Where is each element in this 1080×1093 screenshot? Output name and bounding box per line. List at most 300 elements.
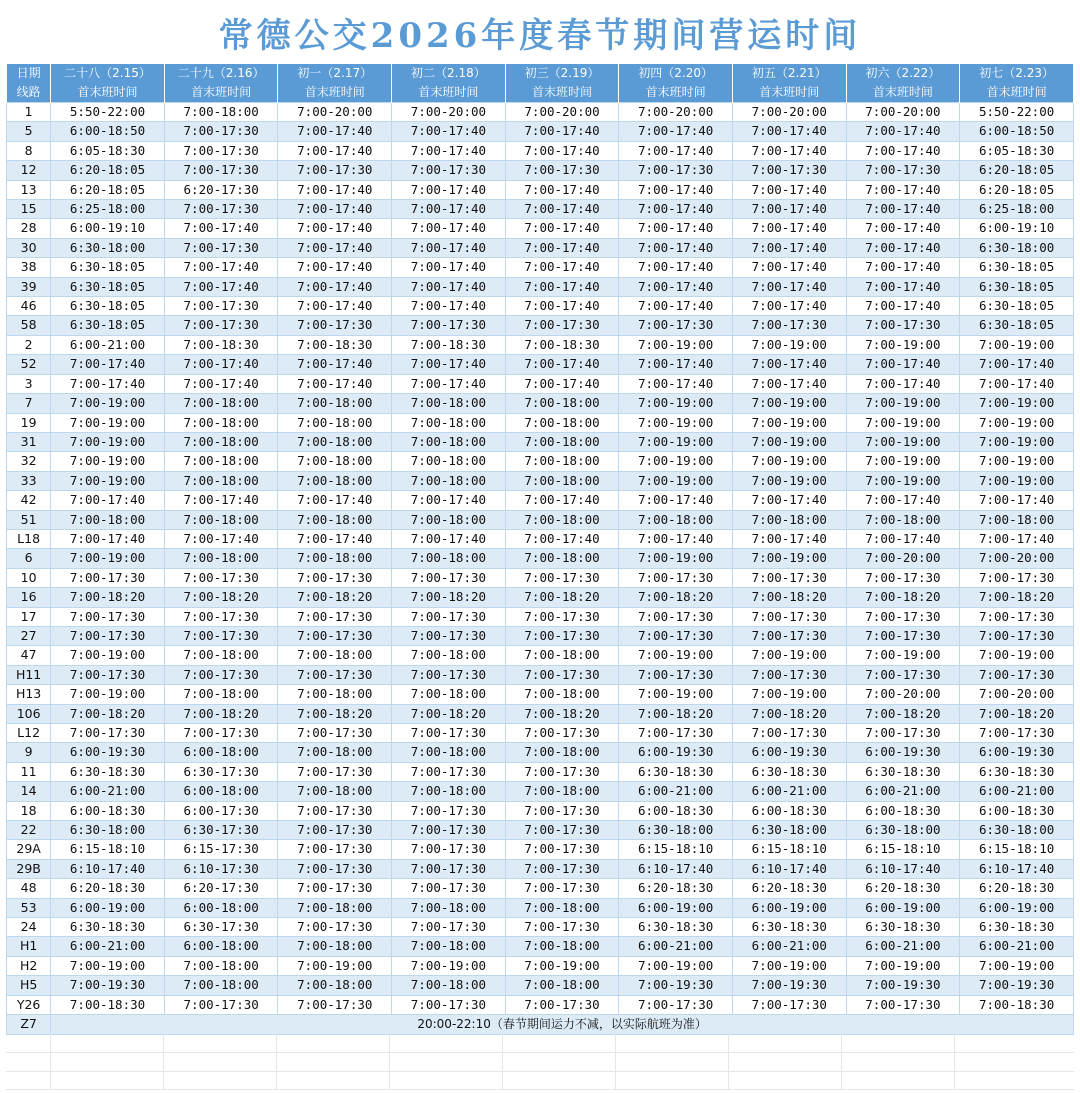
- service-hours-cell: 7:00-19:00: [846, 413, 960, 432]
- table-row: [7, 782, 1074, 801]
- table-row: [7, 161, 1074, 180]
- service-hours-cell: 6:30-18:30: [619, 762, 733, 781]
- service-hours-cell: 7:00-17:40: [51, 374, 165, 393]
- grid-line: [163, 1033, 164, 1090]
- service-hours-cell: 7:00-17:40: [164, 258, 278, 277]
- service-hours-cell: 6:00-19:00: [619, 898, 733, 917]
- route-number: 33: [7, 471, 51, 490]
- service-hours-cell: 7:00-17:30: [392, 568, 506, 587]
- service-hours-cell: 7:00-17:30: [505, 161, 619, 180]
- service-hours-cell: 7:00-17:30: [732, 607, 846, 626]
- route-number: 8: [7, 141, 51, 160]
- service-hours-cell: 7:00-17:30: [505, 626, 619, 645]
- service-hours-cell: 7:00-17:40: [392, 219, 506, 238]
- route-number: Z7: [7, 1015, 51, 1034]
- service-hours-cell: 6:20-18:30: [960, 879, 1074, 898]
- service-hours-cell: 7:00-17:40: [392, 277, 506, 296]
- service-hours-cell: 7:00-18:00: [505, 394, 619, 413]
- service-hours-cell: 6:00-19:10: [51, 219, 165, 238]
- service-hours-cell: 6:30-18:05: [960, 258, 1074, 277]
- table-row-z7: [7, 1015, 1074, 1034]
- service-hours-cell: 7:00-17:40: [392, 141, 506, 160]
- service-hours-cell: 7:00-18:20: [732, 588, 846, 607]
- table-row: [7, 898, 1074, 917]
- day-subheader: 首末班时间: [960, 83, 1074, 103]
- table-row: [7, 394, 1074, 413]
- service-hours-cell: 7:00-17:30: [164, 200, 278, 219]
- service-hours-cell: 7:00-17:40: [619, 238, 733, 257]
- service-hours-cell: 6:05-18:30: [51, 141, 165, 160]
- service-hours-cell: 7:00-19:00: [51, 685, 165, 704]
- table-row: [7, 918, 1074, 937]
- service-hours-cell: 7:00-18:00: [732, 510, 846, 529]
- service-hours-cell: 7:00-18:00: [278, 394, 392, 413]
- route-number: 53: [7, 898, 51, 917]
- service-hours-cell: 7:00-17:40: [732, 297, 846, 316]
- service-hours-cell: 7:00-19:00: [960, 956, 1074, 975]
- service-hours-cell: 6:30-17:30: [164, 918, 278, 937]
- service-hours-cell: 7:00-18:00: [164, 956, 278, 975]
- service-hours-cell: 7:00-17:40: [732, 529, 846, 548]
- service-hours-cell: 7:00-17:40: [164, 355, 278, 374]
- grid-line: [6, 1089, 1074, 1090]
- service-hours-cell: 6:10-17:40: [732, 859, 846, 878]
- service-hours-cell: 7:00-18:00: [278, 510, 392, 529]
- service-hours-cell: 7:00-17:30: [619, 161, 733, 180]
- table-row: [7, 549, 1074, 568]
- service-hours-cell: 7:00-17:40: [960, 374, 1074, 393]
- service-hours-cell: 7:00-17:40: [278, 238, 392, 257]
- service-hours-cell: 7:00-18:00: [392, 937, 506, 956]
- service-hours-cell: 7:00-17:40: [619, 258, 733, 277]
- service-hours-cell: 6:20-18:30: [732, 879, 846, 898]
- service-hours-cell: 7:00-17:40: [846, 374, 960, 393]
- table-body: [7, 103, 1074, 1035]
- service-hours-cell: 7:00-17:30: [164, 995, 278, 1014]
- service-hours-cell: 6:00-21:00: [732, 782, 846, 801]
- service-hours-cell: 7:00-18:20: [51, 588, 165, 607]
- route-number: 42: [7, 491, 51, 510]
- route-number: 13: [7, 180, 51, 199]
- service-hours-cell: 7:00-19:30: [619, 976, 733, 995]
- service-hours-cell: 6:00-18:30: [960, 801, 1074, 820]
- service-hours-cell: 7:00-17:30: [846, 665, 960, 684]
- table-row: [7, 374, 1074, 393]
- service-hours-cell: 6:00-21:00: [846, 937, 960, 956]
- service-hours-cell: 6:20-18:05: [960, 161, 1074, 180]
- route-number: 17: [7, 607, 51, 626]
- service-hours-cell: 7:00-17:40: [505, 141, 619, 160]
- service-hours-cell: 6:00-19:30: [732, 743, 846, 762]
- service-hours-cell: 7:00-20:00: [846, 685, 960, 704]
- service-hours-cell: 7:00-18:00: [164, 103, 278, 122]
- z7-note: 20:00-22:10（春节期间运力不减，以实际航班为准）: [51, 1015, 1074, 1034]
- service-hours-cell: 6:00-21:00: [51, 335, 165, 354]
- service-hours-cell: 7:00-19:00: [51, 549, 165, 568]
- service-hours-cell: 7:00-17:40: [505, 355, 619, 374]
- table-row: [7, 491, 1074, 510]
- table-row: [7, 510, 1074, 529]
- service-hours-cell: 7:00-20:00: [846, 103, 960, 122]
- service-hours-cell: 7:00-17:30: [278, 724, 392, 743]
- service-hours-cell: 6:10-17:40: [619, 859, 733, 878]
- service-hours-cell: 6:00-18:30: [846, 801, 960, 820]
- service-hours-cell: 7:00-17:40: [505, 122, 619, 141]
- service-hours-cell: 7:00-17:40: [505, 219, 619, 238]
- service-hours-cell: 7:00-17:40: [392, 238, 506, 257]
- service-hours-cell: 7:00-17:40: [392, 122, 506, 141]
- service-hours-cell: 7:00-20:00: [846, 549, 960, 568]
- service-hours-cell: 7:00-17:30: [164, 626, 278, 645]
- table-row: [7, 219, 1074, 238]
- service-hours-cell: 7:00-17:40: [278, 141, 392, 160]
- service-hours-cell: 7:00-17:40: [278, 529, 392, 548]
- table-row: [7, 976, 1074, 995]
- table-row: [7, 568, 1074, 587]
- service-hours-cell: 7:00-17:40: [505, 491, 619, 510]
- service-hours-cell: 7:00-17:40: [392, 355, 506, 374]
- service-hours-cell: 7:00-20:00: [505, 103, 619, 122]
- day-header: 初五（2.21）: [732, 64, 846, 83]
- service-hours-cell: 7:00-18:00: [278, 413, 392, 432]
- service-hours-cell: 7:00-19:00: [619, 685, 733, 704]
- day-subheader: 首末班时间: [846, 83, 960, 103]
- service-hours-cell: 6:30-18:30: [846, 762, 960, 781]
- service-hours-cell: 7:00-19:00: [505, 956, 619, 975]
- service-hours-cell: 6:00-19:00: [732, 898, 846, 917]
- service-hours-cell: 7:00-17:40: [619, 374, 733, 393]
- service-hours-cell: 7:00-18:00: [392, 452, 506, 471]
- service-hours-cell: 6:00-18:00: [164, 898, 278, 917]
- service-hours-cell: 7:00-20:00: [960, 685, 1074, 704]
- service-hours-cell: 7:00-17:40: [846, 180, 960, 199]
- day-subheader: 首末班时间: [278, 83, 392, 103]
- service-hours-cell: 7:00-17:40: [505, 277, 619, 296]
- service-hours-cell: 7:00-19:00: [732, 471, 846, 490]
- table-row: [7, 724, 1074, 743]
- route-number: H13: [7, 685, 51, 704]
- service-hours-cell: 7:00-17:40: [619, 277, 733, 296]
- service-hours-cell: 7:00-17:30: [392, 821, 506, 840]
- service-hours-cell: 7:00-17:30: [278, 840, 392, 859]
- service-hours-cell: 7:00-19:30: [960, 976, 1074, 995]
- service-hours-cell: 7:00-17:40: [960, 355, 1074, 374]
- grid-line: [6, 1071, 1074, 1072]
- service-hours-cell: 7:00-17:40: [505, 180, 619, 199]
- service-hours-cell: 7:00-18:00: [164, 394, 278, 413]
- table-row: [7, 103, 1074, 122]
- service-hours-cell: 7:00-19:00: [960, 432, 1074, 451]
- service-hours-cell: 7:00-18:20: [960, 704, 1074, 723]
- service-hours-cell: 7:00-17:30: [732, 724, 846, 743]
- service-hours-cell: 6:00-18:00: [164, 782, 278, 801]
- route-number: 58: [7, 316, 51, 335]
- service-hours-cell: 7:00-17:30: [278, 665, 392, 684]
- service-hours-cell: 6:30-18:00: [960, 238, 1074, 257]
- service-hours-cell: 6:30-18:00: [960, 821, 1074, 840]
- service-hours-cell: 7:00-19:00: [619, 646, 733, 665]
- route-number: Y26: [7, 995, 51, 1014]
- service-hours-cell: 6:00-19:00: [846, 898, 960, 917]
- service-hours-cell: 6:15-18:10: [51, 840, 165, 859]
- service-hours-cell: 7:00-17:30: [278, 607, 392, 626]
- service-hours-cell: 7:00-18:20: [619, 588, 733, 607]
- table-row: [7, 665, 1074, 684]
- table-row: [7, 200, 1074, 219]
- service-hours-cell: 7:00-17:40: [164, 374, 278, 393]
- service-hours-cell: 6:00-17:30: [164, 801, 278, 820]
- service-hours-cell: 7:00-17:40: [732, 122, 846, 141]
- route-number: 106: [7, 704, 51, 723]
- table-row: [7, 743, 1074, 762]
- service-hours-cell: 7:00-17:30: [278, 568, 392, 587]
- service-hours-cell: 6:30-18:30: [846, 918, 960, 937]
- service-hours-cell: 6:00-19:30: [846, 743, 960, 762]
- route-number: 2: [7, 335, 51, 354]
- table-row: [7, 335, 1074, 354]
- service-hours-cell: 7:00-18:00: [392, 743, 506, 762]
- service-hours-cell: 7:00-17:30: [392, 316, 506, 335]
- service-hours-cell: 7:00-19:00: [960, 452, 1074, 471]
- table-row: [7, 471, 1074, 490]
- service-hours-cell: 7:00-17:40: [505, 297, 619, 316]
- grid-line: [276, 1033, 277, 1090]
- route-number: 27: [7, 626, 51, 645]
- service-hours-cell: 6:10-17:40: [960, 859, 1074, 878]
- route-number: 11: [7, 762, 51, 781]
- table-row: [7, 801, 1074, 820]
- service-hours-cell: 7:00-17:30: [392, 918, 506, 937]
- day-header: 初二（2.18）: [392, 64, 506, 83]
- service-hours-cell: 7:00-17:40: [278, 180, 392, 199]
- corner-date-label: 日期: [7, 64, 51, 83]
- service-hours-cell: 7:00-17:30: [960, 665, 1074, 684]
- service-hours-cell: 7:00-17:40: [846, 141, 960, 160]
- service-hours-cell: 7:00-17:40: [51, 355, 165, 374]
- service-hours-cell: 7:00-20:00: [732, 103, 846, 122]
- service-hours-cell: 7:00-18:00: [392, 976, 506, 995]
- service-hours-cell: 7:00-17:30: [51, 607, 165, 626]
- table-row: [7, 588, 1074, 607]
- service-hours-cell: 7:00-18:00: [164, 685, 278, 704]
- service-hours-cell: 7:00-17:30: [619, 626, 733, 645]
- service-hours-cell: 7:00-17:40: [846, 238, 960, 257]
- service-hours-cell: 7:00-17:30: [505, 724, 619, 743]
- service-hours-cell: 6:30-18:30: [51, 762, 165, 781]
- service-hours-cell: 7:00-17:40: [846, 258, 960, 277]
- service-hours-cell: 6:20-18:05: [960, 180, 1074, 199]
- service-hours-cell: 6:30-17:30: [164, 821, 278, 840]
- service-hours-cell: 7:00-17:30: [278, 161, 392, 180]
- day-subheader: 首末班时间: [505, 83, 619, 103]
- service-hours-cell: 7:00-17:30: [164, 141, 278, 160]
- service-hours-cell: 6:25-18:00: [51, 200, 165, 219]
- service-hours-cell: 7:00-19:00: [619, 471, 733, 490]
- service-hours-cell: 7:00-17:30: [278, 879, 392, 898]
- service-hours-cell: 7:00-19:00: [960, 413, 1074, 432]
- service-hours-cell: 7:00-19:00: [846, 646, 960, 665]
- table-row: [7, 141, 1074, 160]
- route-number: H5: [7, 976, 51, 995]
- route-number: 14: [7, 782, 51, 801]
- service-hours-cell: 7:00-17:30: [960, 626, 1074, 645]
- service-hours-cell: 6:30-18:05: [960, 297, 1074, 316]
- service-hours-cell: 7:00-18:00: [392, 685, 506, 704]
- service-hours-cell: 7:00-17:30: [392, 995, 506, 1014]
- table-row: [7, 355, 1074, 374]
- service-hours-cell: 7:00-17:30: [619, 568, 733, 587]
- service-hours-cell: 7:00-17:30: [392, 879, 506, 898]
- service-hours-cell: 7:00-18:00: [505, 976, 619, 995]
- route-number: 16: [7, 588, 51, 607]
- service-hours-cell: 7:00-17:30: [164, 568, 278, 587]
- route-number: 15: [7, 200, 51, 219]
- service-hours-cell: 7:00-17:40: [846, 122, 960, 141]
- page-title: 常德公交2026年度春节期间营运时间: [218, 16, 862, 56]
- service-hours-cell: 6:00-19:30: [619, 743, 733, 762]
- service-hours-cell: 7:00-19:30: [846, 976, 960, 995]
- service-hours-cell: 7:00-17:30: [392, 840, 506, 859]
- route-number: L12: [7, 724, 51, 743]
- route-number: 1: [7, 103, 51, 122]
- service-hours-cell: 7:00-17:40: [732, 141, 846, 160]
- service-hours-cell: 7:00-17:30: [505, 801, 619, 820]
- service-hours-cell: 7:00-17:30: [164, 665, 278, 684]
- corner-line-label: 线路: [7, 83, 51, 103]
- service-hours-cell: 7:00-19:00: [278, 956, 392, 975]
- service-hours-cell: 7:00-17:40: [278, 258, 392, 277]
- service-hours-cell: 7:00-18:30: [164, 335, 278, 354]
- day-header: 初一（2.17）: [278, 64, 392, 83]
- grid-line: [728, 1033, 729, 1090]
- service-hours-cell: 7:00-19:00: [846, 394, 960, 413]
- service-hours-cell: 7:00-20:00: [960, 549, 1074, 568]
- route-number: 38: [7, 258, 51, 277]
- service-hours-cell: 7:00-17:40: [960, 491, 1074, 510]
- day-subheader: 首末班时间: [51, 83, 165, 103]
- service-hours-cell: 6:20-18:05: [51, 180, 165, 199]
- service-hours-cell: 7:00-19:00: [619, 549, 733, 568]
- service-hours-cell: 6:00-19:30: [51, 743, 165, 762]
- service-hours-cell: 7:00-18:20: [846, 704, 960, 723]
- service-hours-cell: 7:00-17:40: [392, 297, 506, 316]
- table-row: [7, 122, 1074, 141]
- service-hours-cell: 6:30-18:30: [732, 918, 846, 937]
- table-row: [7, 762, 1074, 781]
- service-hours-cell: 7:00-18:20: [505, 588, 619, 607]
- service-hours-cell: 7:00-17:40: [732, 200, 846, 219]
- route-number: 7: [7, 394, 51, 413]
- service-hours-cell: 6:30-18:00: [846, 821, 960, 840]
- route-number: 51: [7, 510, 51, 529]
- service-hours-cell: 7:00-17:30: [51, 724, 165, 743]
- service-hours-cell: 7:00-18:00: [505, 646, 619, 665]
- table-row: [7, 956, 1074, 975]
- service-hours-cell: 7:00-17:30: [846, 316, 960, 335]
- table-row: [7, 607, 1074, 626]
- service-hours-cell: 7:00-19:00: [51, 646, 165, 665]
- service-hours-cell: 7:00-18:00: [392, 432, 506, 451]
- service-hours-cell: 7:00-17:30: [732, 995, 846, 1014]
- route-number: H1: [7, 937, 51, 956]
- service-hours-cell: 7:00-17:40: [732, 180, 846, 199]
- service-hours-cell: 7:00-17:30: [164, 122, 278, 141]
- service-hours-cell: 6:20-18:30: [619, 879, 733, 898]
- service-hours-cell: 6:00-19:30: [960, 743, 1074, 762]
- service-hours-cell: 7:00-17:30: [164, 607, 278, 626]
- route-number: 29A: [7, 840, 51, 859]
- service-hours-cell: 7:00-17:40: [392, 491, 506, 510]
- service-hours-cell: 7:00-17:30: [164, 161, 278, 180]
- route-number: 32: [7, 452, 51, 471]
- service-hours-cell: 6:00-19:00: [51, 898, 165, 917]
- service-hours-cell: 7:00-18:00: [505, 471, 619, 490]
- service-hours-cell: 7:00-17:30: [278, 859, 392, 878]
- service-hours-cell: 7:00-18:00: [164, 549, 278, 568]
- service-hours-cell: 7:00-18:00: [278, 743, 392, 762]
- service-hours-cell: 7:00-18:30: [278, 335, 392, 354]
- table-header: [7, 64, 1074, 103]
- service-hours-cell: 7:00-19:00: [960, 646, 1074, 665]
- service-hours-cell: 7:00-17:30: [278, 762, 392, 781]
- service-hours-cell: 7:00-19:00: [51, 471, 165, 490]
- service-hours-cell: 7:00-19:00: [51, 413, 165, 432]
- service-hours-cell: 7:00-18:00: [164, 432, 278, 451]
- service-hours-cell: 7:00-17:40: [505, 529, 619, 548]
- service-hours-cell: 7:00-17:40: [278, 122, 392, 141]
- day-header: 初三（2.19）: [505, 64, 619, 83]
- service-hours-cell: 6:30-18:05: [960, 316, 1074, 335]
- service-hours-cell: 7:00-19:00: [732, 413, 846, 432]
- service-hours-cell: 7:00-18:20: [846, 588, 960, 607]
- grid-line: [615, 1033, 616, 1090]
- service-hours-cell: 7:00-17:40: [619, 200, 733, 219]
- service-hours-cell: 6:00-21:00: [846, 782, 960, 801]
- service-hours-cell: 7:00-17:40: [51, 491, 165, 510]
- service-hours-cell: 7:00-17:30: [846, 607, 960, 626]
- service-hours-cell: 7:00-17:30: [51, 665, 165, 684]
- service-hours-cell: 7:00-18:00: [846, 510, 960, 529]
- service-hours-cell: 7:00-17:30: [619, 724, 733, 743]
- service-hours-cell: 7:00-17:30: [846, 568, 960, 587]
- service-hours-cell: 6:00-18:30: [51, 801, 165, 820]
- grid-line: [6, 1052, 1074, 1053]
- service-hours-cell: 6:30-18:05: [51, 277, 165, 296]
- service-hours-cell: 7:00-17:40: [846, 277, 960, 296]
- service-hours-cell: 7:00-17:30: [392, 724, 506, 743]
- service-hours-cell: 7:00-18:00: [278, 976, 392, 995]
- service-hours-cell: 7:00-17:40: [278, 374, 392, 393]
- grid-line: [50, 1033, 51, 1090]
- service-hours-cell: 6:15-18:10: [619, 840, 733, 859]
- service-hours-cell: 7:00-18:00: [505, 937, 619, 956]
- service-hours-cell: 6:30-18:30: [51, 918, 165, 937]
- service-hours-cell: 7:00-18:00: [505, 743, 619, 762]
- grid-line: [502, 1033, 503, 1090]
- route-number: 39: [7, 277, 51, 296]
- service-hours-cell: 7:00-17:40: [392, 374, 506, 393]
- service-hours-cell: 7:00-19:00: [846, 471, 960, 490]
- service-hours-cell: 7:00-17:30: [164, 238, 278, 257]
- service-hours-cell: 7:00-17:40: [732, 374, 846, 393]
- service-hours-cell: 7:00-18:20: [278, 704, 392, 723]
- table-row: [7, 937, 1074, 956]
- route-number: 48: [7, 879, 51, 898]
- service-hours-cell: 7:00-17:40: [392, 529, 506, 548]
- service-hours-cell: 6:30-18:00: [619, 821, 733, 840]
- service-hours-cell: 7:00-17:40: [392, 200, 506, 219]
- service-hours-cell: 7:00-17:30: [278, 918, 392, 937]
